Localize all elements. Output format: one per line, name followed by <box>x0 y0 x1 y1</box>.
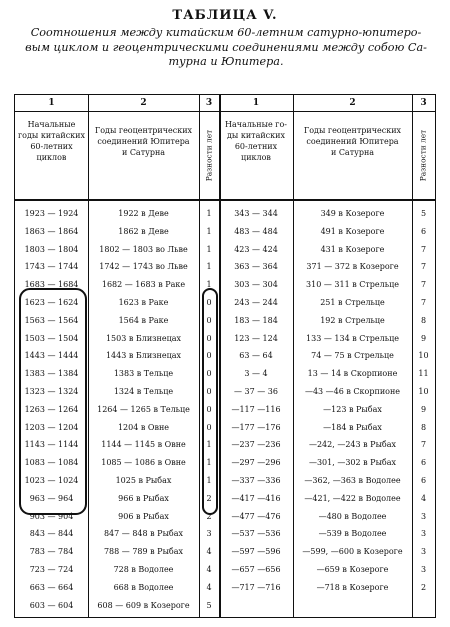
cell-conjunction: 1742 — 1743 во Льве <box>99 262 188 272</box>
cell-conjunction: 608 — 609 в Козероге <box>97 600 190 610</box>
cell-start-years: 603 — 604 <box>29 600 74 610</box>
cell-difference: 9 <box>420 404 427 414</box>
cell-conjunction: 371 — 372 в Козероге <box>306 262 399 272</box>
cell-conjunction: —599, —600 в Козероге <box>302 547 403 557</box>
cell-conjunction: 74 — 75 в Стрельце <box>311 351 394 361</box>
cell-conjunction: 668 в Водолее <box>113 582 174 592</box>
cell-difference: 3 <box>420 529 427 539</box>
cell-conjunction: —362, —363 в Водолее <box>304 476 401 485</box>
cell-difference: 4 <box>206 565 212 574</box>
cell-start-years: 183 — 184 <box>234 315 278 325</box>
cell-difference: 2 <box>206 493 212 503</box>
cell-conjunction: 1324 в Тельце <box>113 387 174 396</box>
header-line: и Сатурна <box>121 148 166 157</box>
cell-difference: 6 <box>420 476 427 485</box>
cell-difference: 0 <box>206 351 212 361</box>
column-number: 3 <box>420 98 427 108</box>
cell-start-years: —537 —536 <box>231 529 281 539</box>
cell-start-years: —337 —336 <box>231 476 281 485</box>
cell-conjunction: 906 в Рыбах <box>118 511 169 521</box>
header-start-years <box>219 119 293 163</box>
header-line: 60-летних <box>234 142 278 151</box>
cell-conjunction: 1144 — 1145 в Овне <box>101 440 186 450</box>
cell-conjunction: —43 —46 в Скорпионе <box>304 387 401 396</box>
cell-start-years: 303 — 304 <box>234 280 278 290</box>
table-title: ТАБЛИЦА V. <box>172 8 278 23</box>
cell-start-years: —177 —176 <box>231 422 281 432</box>
cell-start-years: 1203 — 1204 <box>24 422 79 432</box>
cell-difference: 3 <box>420 511 427 521</box>
cell-conjunction: 1862 в Деве <box>118 226 169 236</box>
cell-start-years: 663 — 664 <box>29 582 74 592</box>
column-number: 1 <box>48 98 55 108</box>
cell-conjunction: —421, —422 в Водолее <box>304 493 401 503</box>
cell-conjunction: 1682 — 1683 в Раке <box>101 280 186 290</box>
cell-conjunction: 349 в Козероге <box>320 209 385 218</box>
header-line: циклов <box>36 153 67 162</box>
cell-conjunction: 1922 в Деве <box>118 209 169 218</box>
cell-difference: 10 <box>418 387 429 396</box>
cell-difference: 5 <box>420 209 427 218</box>
cell-difference: 5 <box>206 600 212 610</box>
cell-difference: 10 <box>418 351 429 361</box>
column-number: 3 <box>205 98 213 108</box>
cell-start-years: 1803 — 1804 <box>24 244 79 254</box>
cell-start-years: 1743 — 1744 <box>24 262 79 272</box>
cell-conjunction: 310 — 311 в Стрельце <box>306 280 399 290</box>
cell-start-years: 243 — 244 <box>234 298 278 307</box>
cell-difference: 3 <box>420 547 427 557</box>
cell-difference: 0 <box>206 333 212 343</box>
header-conjunction-years <box>293 125 412 158</box>
column-number: 2 <box>140 98 147 108</box>
cell-difference: 4 <box>420 493 427 503</box>
cell-start-years: 723 — 724 <box>29 565 74 574</box>
cell-difference: 1 <box>206 244 212 254</box>
header-line: и Сатурна <box>330 148 375 157</box>
cell-conjunction: 133 — 134 в Стрельце <box>306 333 399 343</box>
cell-conjunction: 13 — 14 в Скорпионе <box>307 369 398 379</box>
cell-start-years: 1323 — 1324 <box>24 387 79 396</box>
header-line: 60-летних <box>30 142 73 151</box>
cell-difference: 8 <box>420 422 427 432</box>
cell-difference: 3 <box>206 529 212 539</box>
cell-conjunction: 1204 в Овне <box>117 422 170 432</box>
cell-difference: 9 <box>420 333 427 343</box>
header-line: циклов <box>241 153 271 162</box>
cell-conjunction: —184 в Рыбах <box>323 422 382 432</box>
cell-difference: 7 <box>420 262 427 272</box>
cell-conjunction: 251 в Стрельце <box>320 298 385 307</box>
cell-start-years: —417 —416 <box>231 493 281 503</box>
column-number-rule <box>15 111 435 112</box>
cell-conjunction: —659 в Козероге <box>316 565 389 574</box>
header-year-difference: Разности лет <box>204 129 214 182</box>
cell-start-years: 1083 — 1084 <box>24 458 79 468</box>
cell-start-years: 1563 — 1564 <box>24 315 79 325</box>
cell-start-years: 1443 — 1444 <box>24 351 79 361</box>
subtitle-line: Соотношения между китайским 60-летним сатурно-юпитеро- <box>30 26 422 39</box>
header-line: соединений Юпитера <box>97 137 190 146</box>
header-line: ды китайских <box>226 131 286 140</box>
cell-conjunction: 1623 в Раке <box>118 298 169 307</box>
cell-difference: 1 <box>206 262 212 272</box>
header-rule <box>15 199 435 201</box>
header-line: соединений Юпитера <box>306 137 399 146</box>
cell-start-years: 63 — 64 <box>239 351 273 361</box>
column-number: 2 <box>349 98 356 108</box>
cell-difference: 1 <box>206 458 212 468</box>
subtitle-line: вым циклом и геоцентрическими соединениями между собою Са- <box>25 40 427 54</box>
cell-difference: 0 <box>206 298 212 307</box>
cell-difference: 6 <box>420 226 427 236</box>
cell-difference: 1 <box>206 476 212 485</box>
cell-difference: 1 <box>206 280 212 290</box>
cell-difference: 4 <box>206 582 212 592</box>
cell-start-years: 123 — 124 <box>234 333 278 343</box>
cell-conjunction: 1383 в Тельце <box>113 369 174 379</box>
cell-conjunction: —718 в Козероге <box>316 582 389 592</box>
header-line: Начальные <box>27 120 76 129</box>
cell-conjunction: 728 в Водолее <box>113 565 174 574</box>
cell-start-years: 3 — 4 <box>244 369 268 379</box>
cell-start-years: 843 — 844 <box>29 529 74 539</box>
cell-difference: 1 <box>206 209 212 218</box>
header-year-difference: Разности лет <box>418 129 428 182</box>
cell-conjunction: 966 в Рыбах <box>118 493 169 503</box>
cell-start-years: 1383 — 1384 <box>24 369 79 379</box>
subtitle-line: турна и Юпитера. <box>168 55 284 68</box>
cell-difference: 11 <box>418 369 429 379</box>
cell-start-years: —237 —236 <box>231 440 281 450</box>
cell-difference: 1 <box>206 440 212 450</box>
cell-start-years: 783 — 784 <box>29 547 74 557</box>
cell-start-years: 423 — 424 <box>234 244 278 254</box>
header-conjunction-years <box>88 125 199 158</box>
cell-conjunction: 1025 в Рыбах <box>115 476 172 485</box>
cell-conjunction: 1503 в Близнецах <box>105 333 182 343</box>
cell-start-years: —597 —596 <box>231 547 281 557</box>
header-line: Начальные го- <box>225 120 287 129</box>
header-line: годы китайских <box>17 131 86 140</box>
cell-start-years: 363 — 364 <box>234 262 278 272</box>
cell-difference: 7 <box>420 440 427 450</box>
cell-start-years: —717 —716 <box>231 582 281 592</box>
cell-conjunction: —480 в Водолее <box>318 511 387 521</box>
cell-conjunction: —301, —302 в Рыбах <box>308 458 397 468</box>
cell-difference: 0 <box>206 315 212 325</box>
cell-start-years: 1263 — 1264 <box>24 404 79 414</box>
cell-conjunction: —123 в Рыбах <box>323 404 382 414</box>
cell-conjunction: 788 — 789 в Рыбах <box>103 547 184 557</box>
cell-difference: 7 <box>420 298 427 307</box>
cell-difference: 0 <box>206 369 212 379</box>
cell-difference: 7 <box>420 280 427 290</box>
cell-difference: 6 <box>420 458 427 468</box>
column-number: 1 <box>252 98 260 108</box>
cell-difference: 2 <box>206 511 212 521</box>
cell-conjunction: 1443 в Близнецах <box>105 351 182 361</box>
cell-start-years: 1623 — 1624 <box>24 298 79 307</box>
header-line: Годы геоцентрических <box>303 126 402 135</box>
header-start-years <box>15 119 88 163</box>
cell-difference: 0 <box>206 387 212 396</box>
cell-start-years: 1683 — 1684 <box>24 280 79 290</box>
cell-start-years: 343 — 344 <box>234 209 278 218</box>
cell-start-years: 1143 — 1144 <box>24 440 79 450</box>
cell-start-years: —117 —116 <box>231 404 281 414</box>
cell-start-years: 963 — 964 <box>29 493 74 503</box>
cell-conjunction: 431 в Козероге <box>320 244 385 254</box>
cell-difference: 3 <box>420 565 427 574</box>
cell-start-years: 1503 — 1504 <box>24 333 79 343</box>
cell-conjunction: 1085 — 1086 в Овне <box>101 458 186 468</box>
cell-start-years: —657 —656 <box>231 565 281 574</box>
cell-difference: 0 <box>206 404 212 414</box>
cell-start-years: 1023 — 1024 <box>24 476 79 485</box>
cell-conjunction: —539 в Водолее <box>318 529 387 539</box>
cell-difference: 7 <box>420 244 427 254</box>
cell-difference: 2 <box>420 582 427 592</box>
cell-conjunction: 192 в Стрельце <box>320 315 385 325</box>
cell-difference: 1 <box>206 226 212 236</box>
cell-start-years: —297 —296 <box>231 458 281 468</box>
cell-start-years: —477 —476 <box>231 511 281 521</box>
cell-start-years: 1923 — 1924 <box>24 209 79 218</box>
cell-conjunction: 1264 — 1265 в Тельце <box>97 404 190 414</box>
cell-start-years: 483 — 484 <box>234 226 278 236</box>
cell-conjunction: 1802 — 1803 во Льве <box>99 244 188 254</box>
cell-start-years: 903 — 904 <box>29 511 74 521</box>
table-subtitle <box>14 26 438 70</box>
cell-start-years: — 37 — 36 <box>234 387 278 396</box>
cell-conjunction: 1564 в Раке <box>118 315 169 325</box>
comparison-table <box>14 94 436 618</box>
cell-difference: 8 <box>420 315 427 325</box>
cell-conjunction: 847 — 848 в Рыбах <box>103 529 184 539</box>
header-line: Годы геоцентрических <box>94 126 193 135</box>
cell-difference: 0 <box>206 422 212 432</box>
cell-difference: 4 <box>206 547 212 557</box>
cell-conjunction: —242, —243 в Рыбах <box>308 440 397 450</box>
cell-start-years: 1863 — 1864 <box>24 226 79 236</box>
cell-conjunction: 491 в Козероге <box>320 226 385 236</box>
